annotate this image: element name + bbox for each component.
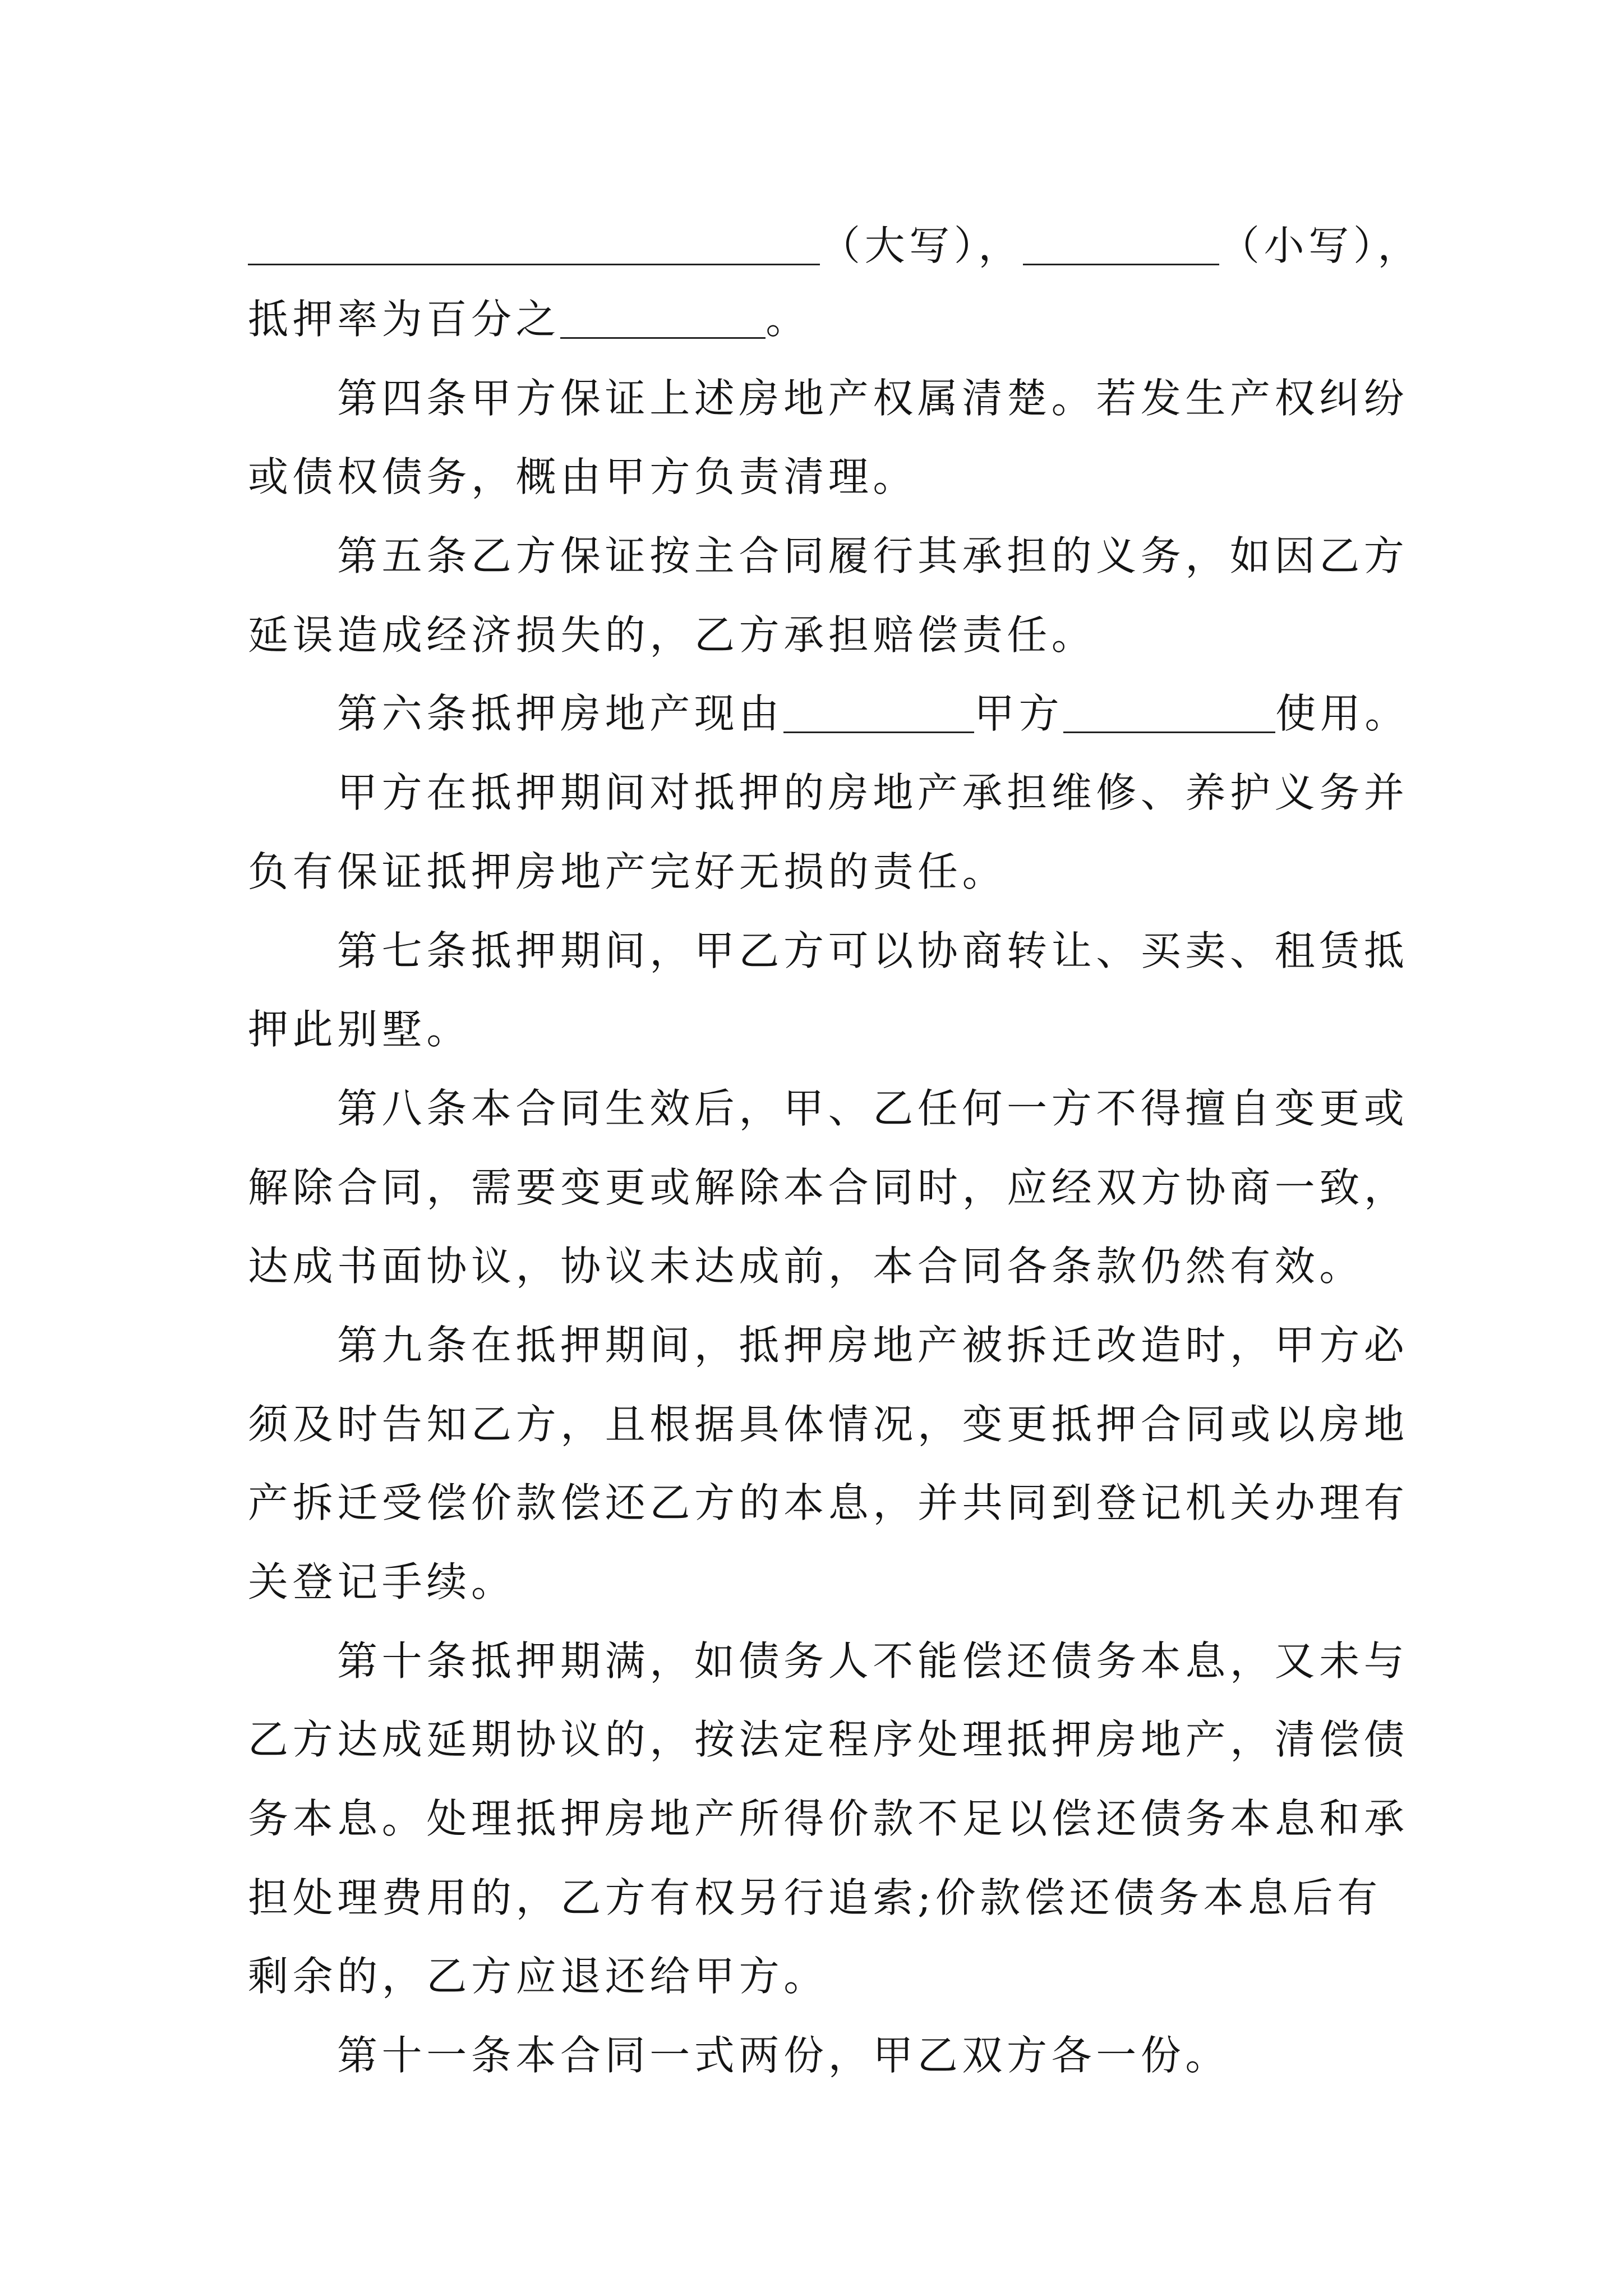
- amount-line: [248, 211, 1482, 280]
- article-5-line-2: 延误造成经济损失的，乙方承担赔偿责任。: [248, 611, 1096, 659]
- article-10-line-2: 乙方达成延期协议的，按法定程序处理抵押房地产，清偿债: [248, 1716, 1409, 1764]
- amount-lowercase-blank: [1023, 230, 1219, 265]
- usage-blank: [1063, 698, 1275, 733]
- article-9: [248, 1306, 1482, 1622]
- article-10: [248, 1622, 1482, 2016]
- article-11-line-1: 第十一条本合同一式两份，甲乙双方各一份。: [337, 2032, 1230, 2079]
- article-10-line-4: 担处理费用的，乙方有权另行追索;价款偿还债务本息后有: [248, 1874, 1382, 1921]
- article-8-line-1: 第八条本合同生效后，甲、乙任何一方不得擅自变更或: [337, 1084, 1409, 1132]
- article-8-line-2: 解除合同，需要变更或解除本合同时，应经双方协商一致，: [248, 1163, 1409, 1211]
- mortgage-rate-blank: [560, 303, 766, 339]
- article-9-line-2: 须及时告知乙方，且根据具体情况，变更抵押合同或以房地: [248, 1400, 1409, 1448]
- article-9-line-4: 关登记手续。: [248, 1558, 516, 1605]
- article-10-line-1: 第十条抵押期满，如债务人不能偿还债务本息，又未与: [337, 1637, 1409, 1685]
- article-6-middle: 甲方: [974, 690, 1064, 738]
- article-7-line-1: 第七条抵押期间，甲乙方可以协商转让、买卖、租赁抵: [337, 927, 1409, 974]
- article-6-line-1: [248, 674, 1482, 753]
- amount-uppercase-blank: [248, 230, 820, 265]
- mortgage-rate-line: [248, 280, 1482, 359]
- article-4-line-1: 第四条甲方保证上述房地产权属清楚。若发生产权纠纷: [337, 374, 1409, 422]
- maintenance-clause-line-1: 甲方在抵押期间对抵押的房地产承担维修、养护义务并: [337, 769, 1409, 817]
- maintenance-clause-line-2: 负有保证抵押房地产完好无损的责任。: [248, 848, 1007, 895]
- article-8-line-3: 达成书面协议，协议未达成前，本合同各条款仍然有效。: [248, 1243, 1364, 1290]
- article-9-line-1: 第九条在抵押期间，抵押房地产被拆迁改造时，甲方必: [337, 1321, 1409, 1369]
- occupant-blank: [783, 698, 974, 733]
- article-4: [248, 359, 1482, 517]
- article-8: [248, 1069, 1482, 1306]
- mortgage-rate-suffix: 。: [766, 296, 810, 343]
- article-6-suffix: 使用。: [1275, 690, 1410, 738]
- document-page: [248, 211, 1482, 2095]
- article-4-line-2: 或债权债务，概由甲方负责清理。: [248, 453, 918, 501]
- article-6-prefix: 第六条抵押房地产现由: [337, 690, 784, 738]
- article-10-line-5: 剩余的，乙方应退还给甲方。: [248, 1953, 828, 2000]
- article-5: [248, 517, 1482, 674]
- article-9-line-3: 产拆迁受偿价款偿还乙方的本息，并共同到登记机关办理有: [248, 1479, 1409, 1527]
- article-11: [248, 2016, 1482, 2095]
- mortgage-rate-prefix: 抵押率为百分之: [248, 296, 561, 343]
- amount-uppercase-label: （大写），: [820, 222, 1023, 269]
- article-10-line-3: 务本息。处理抵押房地产所得价款不足以偿还债务本息和承: [248, 1795, 1409, 1843]
- article-7-line-2: 押此别墅。: [248, 1006, 472, 1053]
- article-5-line-1: 第五条乙方保证按主合同履行其承担的义务，如因乙方: [337, 532, 1409, 580]
- article-6: [248, 674, 1482, 753]
- maintenance-clause: [248, 753, 1482, 911]
- article-7: [248, 912, 1482, 1069]
- amount-lowercase-label: （小写），: [1219, 222, 1423, 269]
